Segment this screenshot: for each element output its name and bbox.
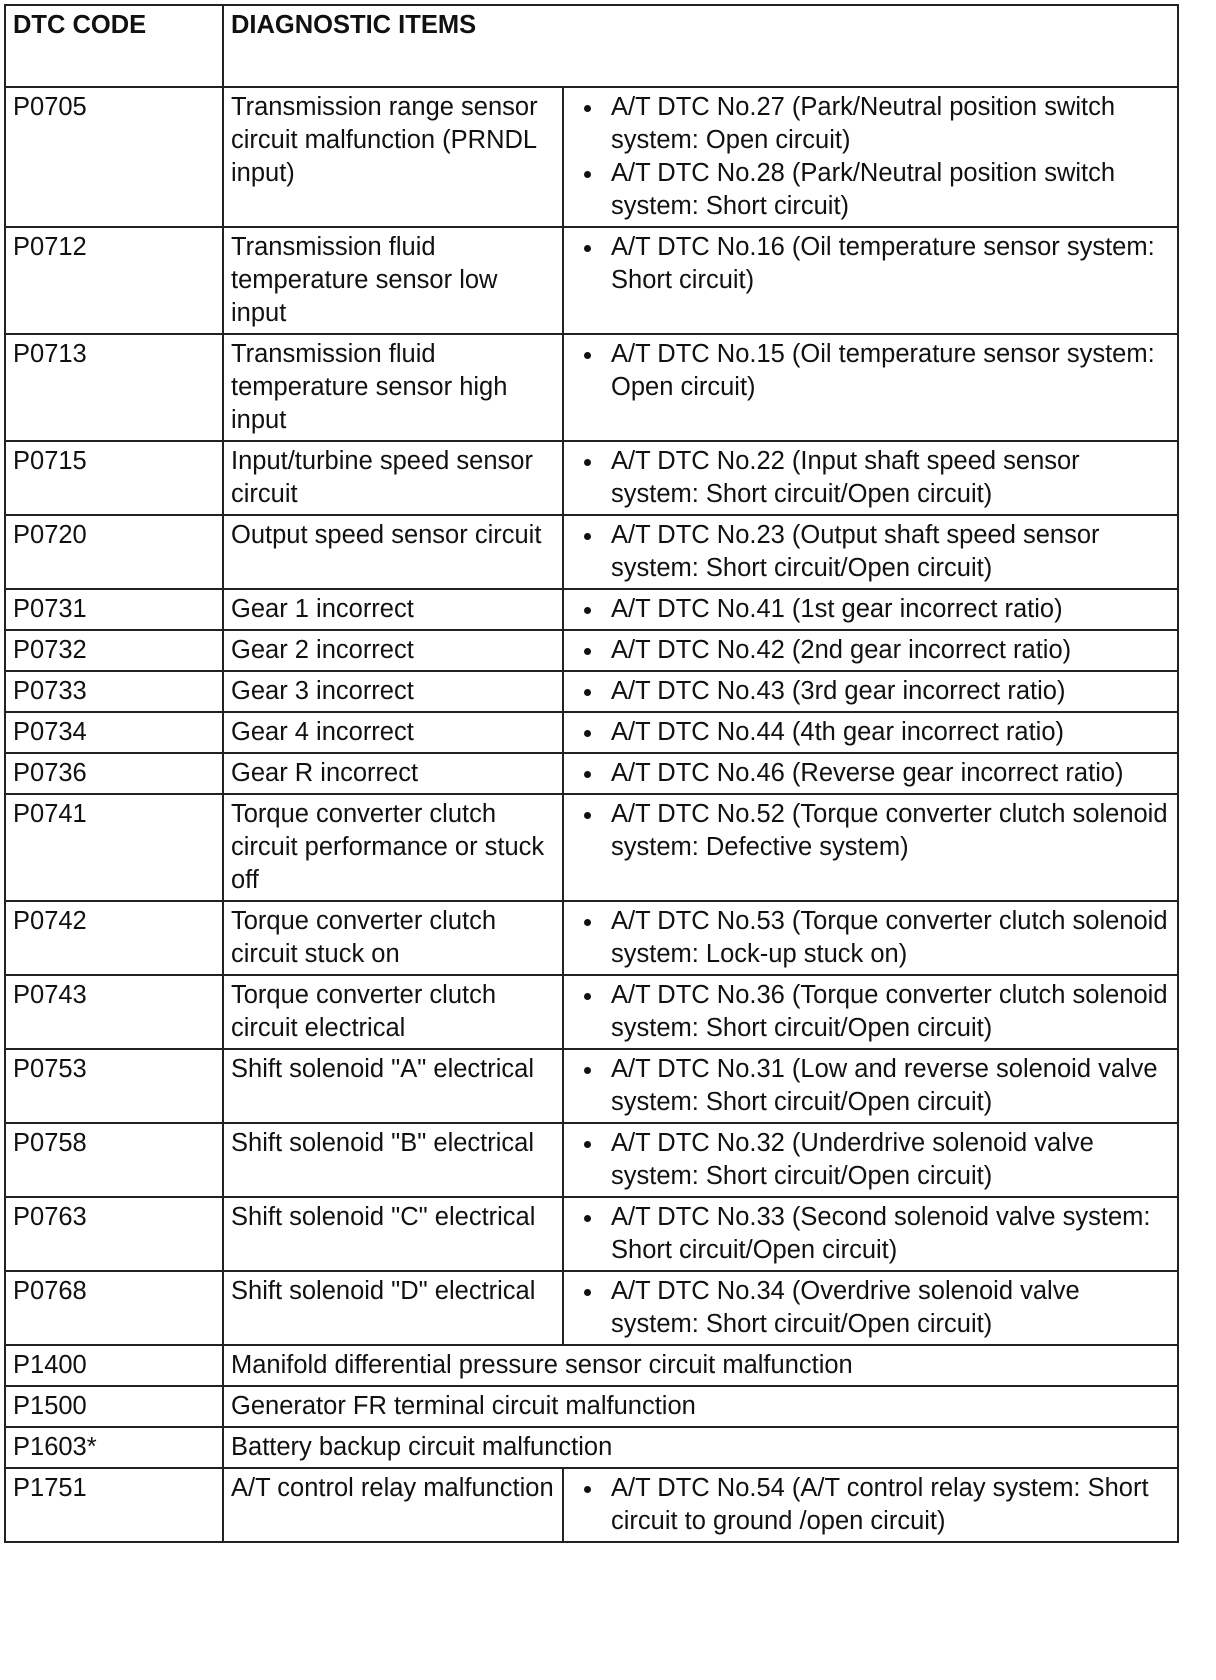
dtc-code-cell: P1400 (5, 1345, 223, 1386)
dtc-code-cell: P0768 (5, 1271, 223, 1345)
dtc-code-cell: P0720 (5, 515, 223, 589)
diagnostic-item-cell: Shift solenoid "C" electrical (223, 1197, 563, 1271)
header-diagnostic-items: DIAGNOSTIC ITEMS (223, 5, 1178, 87)
table-row (5, 1271, 1178, 1345)
diagnostic-item-cell: Transmission fluid temperature sensor low input (223, 227, 563, 334)
dtc-code-cell: P0715 (5, 441, 223, 515)
detail-list (571, 338, 1171, 404)
detail-list (571, 231, 1171, 297)
table-row (5, 227, 1178, 334)
detail-cell (563, 87, 1178, 227)
detail-item: A/T DTC No.41 (1st gear incorrect ratio) (571, 593, 1171, 626)
table-row (5, 1197, 1178, 1271)
detail-cell (563, 334, 1178, 441)
detail-cell (563, 753, 1178, 794)
detail-list (571, 1053, 1171, 1119)
table-body (5, 87, 1178, 1542)
detail-cell (563, 712, 1178, 753)
detail-item: A/T DTC No.52 (Torque converter clutch solenoid system: Defective system) (571, 798, 1171, 864)
detail-list (571, 519, 1171, 585)
detail-list (571, 91, 1171, 223)
detail-cell (563, 794, 1178, 901)
detail-list (571, 979, 1171, 1045)
detail-cell (563, 227, 1178, 334)
dtc-code-cell: P0731 (5, 589, 223, 630)
diagnostic-item-cell: Torque converter clutch circuit electrical (223, 975, 563, 1049)
table-row (5, 630, 1178, 671)
table-row (5, 589, 1178, 630)
table-header-row (5, 5, 1178, 87)
detail-cell (563, 975, 1178, 1049)
diagnostic-item-cell: Input/turbine speed sensor circuit (223, 441, 563, 515)
diagnostic-item-cell: Shift solenoid "A" electrical (223, 1049, 563, 1123)
diagnostic-item-cell: Gear 1 incorrect (223, 589, 563, 630)
detail-item: A/T DTC No.32 (Underdrive solenoid valve system: Short circuit/Open circuit) (571, 1127, 1171, 1193)
detail-list (571, 593, 1171, 626)
detail-item: A/T DTC No.16 (Oil temperature sensor system: Short circuit) (571, 231, 1171, 297)
detail-list (571, 675, 1171, 708)
dtc-code-cell: P0743 (5, 975, 223, 1049)
detail-cell (563, 901, 1178, 975)
dtc-code-cell: P0736 (5, 753, 223, 794)
dtc-code-cell: P0712 (5, 227, 223, 334)
detail-item: A/T DTC No.42 (2nd gear incorrect ratio) (571, 634, 1171, 667)
detail-cell (563, 1468, 1178, 1542)
table-row (5, 334, 1178, 441)
table-row (5, 753, 1178, 794)
diagnostic-item-cell: Shift solenoid "B" electrical (223, 1123, 563, 1197)
diagnostic-item-cell: Gear 3 incorrect (223, 671, 563, 712)
table-row (5, 1427, 1178, 1468)
dtc-code-cell: P1500 (5, 1386, 223, 1427)
diagnostic-item-cell: Gear 4 incorrect (223, 712, 563, 753)
detail-list (571, 716, 1171, 749)
header-dtc-code: DTC CODE (5, 5, 223, 87)
table-row (5, 1468, 1178, 1542)
dtc-code-cell: P0705 (5, 87, 223, 227)
dtc-code-cell: P0741 (5, 794, 223, 901)
detail-item: A/T DTC No.27 (Park/Neutral position switch system: Open circuit) (571, 91, 1171, 157)
diagnostic-item-cell: Transmission range sensor circuit malfunction (PRNDL input) (223, 87, 563, 227)
dtc-code-cell: P1751 (5, 1468, 223, 1542)
dtc-table (4, 4, 1179, 1543)
detail-item: A/T DTC No.34 (Overdrive solenoid valve system: Short circuit/Open circuit) (571, 1275, 1171, 1341)
detail-list (571, 634, 1171, 667)
table-row (5, 712, 1178, 753)
diagnostic-item-cell: Shift solenoid "D" electrical (223, 1271, 563, 1345)
detail-cell (563, 1123, 1178, 1197)
dtc-code-cell: P0763 (5, 1197, 223, 1271)
detail-list (571, 757, 1171, 790)
dtc-code-cell: P1603* (5, 1427, 223, 1468)
dtc-code-cell: P0733 (5, 671, 223, 712)
detail-cell (563, 441, 1178, 515)
detail-cell (563, 1197, 1178, 1271)
detail-item: A/T DTC No.28 (Park/Neutral position switch system: Short circuit) (571, 157, 1171, 223)
detail-cell (563, 1049, 1178, 1123)
detail-list (571, 1472, 1171, 1538)
diagnostic-item-cell: Manifold differential pressure sensor circuit malfunction (223, 1345, 1178, 1386)
detail-item: A/T DTC No.15 (Oil temperature sensor system: Open circuit) (571, 338, 1171, 404)
detail-item: A/T DTC No.53 (Torque converter clutch solenoid system: Lock-up stuck on) (571, 905, 1171, 971)
table-row (5, 975, 1178, 1049)
table-row (5, 1049, 1178, 1123)
dtc-code-cell: P0753 (5, 1049, 223, 1123)
detail-item: A/T DTC No.44 (4th gear incorrect ratio) (571, 716, 1171, 749)
detail-list (571, 1275, 1171, 1341)
detail-item: A/T DTC No.23 (Output shaft speed sensor system: Short circuit/Open circuit) (571, 519, 1171, 585)
diagnostic-item-cell: A/T control relay malfunction (223, 1468, 563, 1542)
table-row (5, 1123, 1178, 1197)
detail-item: A/T DTC No.33 (Second solenoid valve system: Short circuit/Open circuit) (571, 1201, 1171, 1267)
table-row (5, 1386, 1178, 1427)
table-row (5, 901, 1178, 975)
table-row (5, 1345, 1178, 1386)
diagnostic-item-cell: Gear R incorrect (223, 753, 563, 794)
detail-list (571, 798, 1171, 864)
table-row (5, 794, 1178, 901)
detail-list (571, 445, 1171, 511)
diagnostic-item-cell: Gear 2 incorrect (223, 630, 563, 671)
detail-cell (563, 515, 1178, 589)
detail-item: A/T DTC No.54 (A/T control relay system: Short circuit to ground /open circuit) (571, 1472, 1171, 1538)
dtc-code-cell: P0758 (5, 1123, 223, 1197)
detail-cell (563, 671, 1178, 712)
detail-cell (563, 1271, 1178, 1345)
detail-list (571, 905, 1171, 971)
detail-item: A/T DTC No.46 (Reverse gear incorrect ratio) (571, 757, 1171, 790)
table-row (5, 671, 1178, 712)
dtc-code-cell: P0742 (5, 901, 223, 975)
detail-cell (563, 630, 1178, 671)
detail-item: A/T DTC No.43 (3rd gear incorrect ratio) (571, 675, 1171, 708)
dtc-code-cell: P0732 (5, 630, 223, 671)
detail-item: A/T DTC No.22 (Input shaft speed sensor system: Short circuit/Open circuit) (571, 445, 1171, 511)
detail-item: A/T DTC No.31 (Low and reverse solenoid valve system: Short circuit/Open circuit) (571, 1053, 1171, 1119)
table-row (5, 515, 1178, 589)
table-row (5, 441, 1178, 515)
dtc-code-cell: P0713 (5, 334, 223, 441)
diagnostic-item-cell: Torque converter clutch circuit stuck on (223, 901, 563, 975)
diagnostic-item-cell: Torque converter clutch circuit performance or stuck off (223, 794, 563, 901)
detail-list (571, 1127, 1171, 1193)
diagnostic-item-cell: Generator FR terminal circuit malfunction (223, 1386, 1178, 1427)
diagnostic-item-cell: Transmission fluid temperature sensor high input (223, 334, 563, 441)
detail-item: A/T DTC No.36 (Torque converter clutch solenoid system: Short circuit/Open circuit) (571, 979, 1171, 1045)
detail-list (571, 1201, 1171, 1267)
detail-cell (563, 589, 1178, 630)
diagnostic-item-cell: Output speed sensor circuit (223, 515, 563, 589)
table-row (5, 87, 1178, 227)
diagnostic-item-cell: Battery backup circuit malfunction (223, 1427, 1178, 1468)
dtc-code-cell: P0734 (5, 712, 223, 753)
